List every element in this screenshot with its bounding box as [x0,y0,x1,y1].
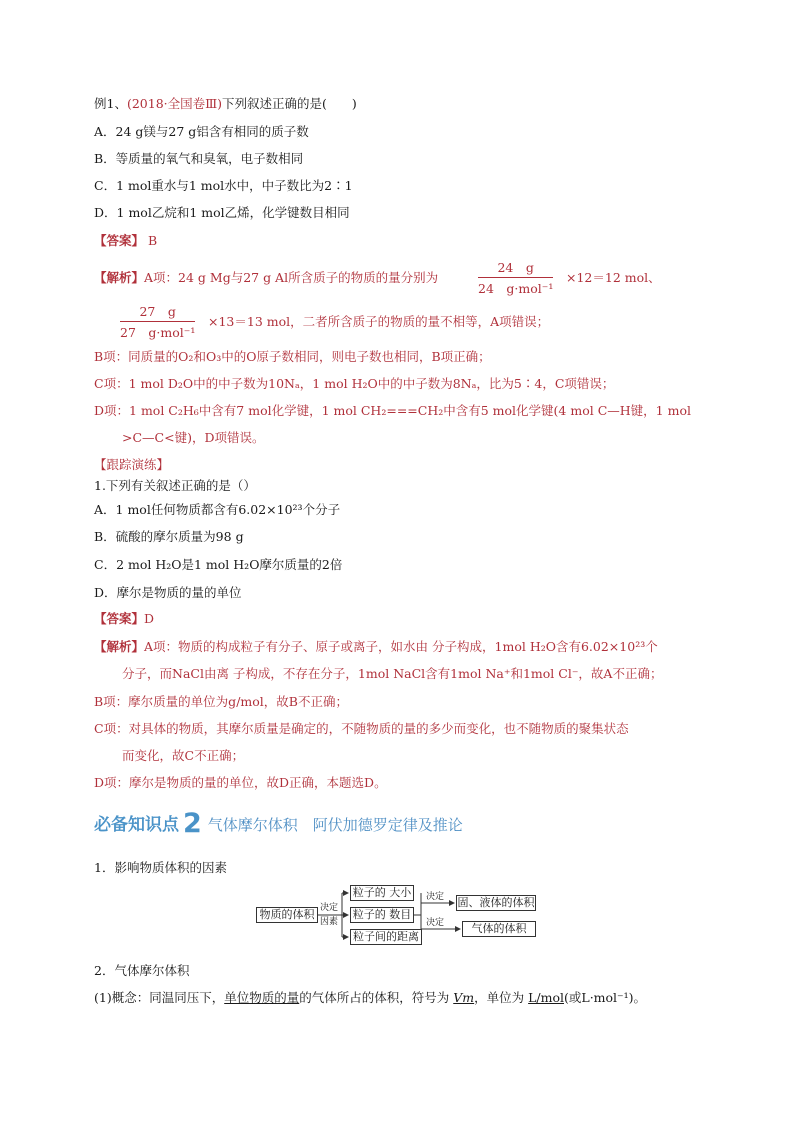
concept-unit: L/mol [528,990,565,1005]
practice-analysis-a1-text: A项：物质的构成粒子有分子、原子或离子，如水由 分子构成，1mol H₂O含有6.02×10²³个 [144,639,658,654]
section-title-prefix: 必备知识点 [94,815,179,835]
factors-heading: 1．影响物质体积的因素 [94,860,227,875]
section-title-number: 2 [183,808,202,839]
diagram-arrow-label-top: 决定 [426,892,445,902]
diagram-arrow-label-bottom: 决定 [426,918,445,928]
example-answer-value: B [148,233,158,248]
section-title-rest: 气体摩尔体积 阿伏加德罗定律及推论 [207,816,463,834]
molar-volume-heading: 2．气体摩尔体积 [94,963,190,978]
example-analysis-label: 【解析】 [94,270,145,285]
concept-middle: 的气体所占的体积，符号为 [299,990,450,1005]
diagram-branch-size: 粒子的 大小 [350,885,414,901]
example-option-a: A．24 g镁与27 g铝含有相同的质子数 [94,124,309,139]
concept-unit-alt: (或L·mol⁻¹)。 [564,990,647,1005]
practice-option-c: C．2 mol H₂O是1 mol H₂O摩尔质量的2倍 [94,557,343,572]
practice-question: 1.下列有关叙述正确的是（） [94,478,256,493]
fraction-27g-numerator: 27 g [120,302,195,322]
diagram-branch-count: 粒子的 数目 [350,907,414,923]
practice-answer-value: D [144,611,155,626]
practice-analysis-c1: C项：对具体的物质，其摩尔质量是确定的，不随物质的量的多少而变化，也不随物质的聚集状态 [94,721,629,736]
fraction-24g-denominator: 24 g·mol⁻¹ [478,281,554,296]
concept-underlined: 单位物质的量 [224,990,300,1005]
diagram-result-solid: 固、液体的体积 [457,896,535,909]
concept-unit-text: ，单位为 [474,990,525,1005]
example-option-c: C．1 mol重水与1 mol水中，中子数比为2∶1 [94,178,353,193]
practice-option-a: A．1 mol任何物质都含有6.02×10²³个分子 [94,502,341,517]
example-question: 下列叙述正确的是( ) [222,96,357,111]
example-option-b: B．等质量的氧气和臭氧，电子数相同 [94,151,304,166]
practice-option-b: B．硫酸的摩尔质量为98 g [94,529,244,544]
practice-analysis-d: D项：摩尔是物质的量的单位，故D正确，本题选D。 [94,775,387,790]
example-analysis-c: C项：1 mol D₂O中的中子数为10Nₐ，1 mol H₂O中的中子数为8Nₐ，比为5∶4，C项错误； [94,376,615,391]
example-prefix: 例1、 [94,96,127,111]
diagram-result-gas: 气体的体积 [462,921,536,937]
diagram-branch-distance: 粒子间的距离 [350,929,422,945]
fraction-24g-result: ×12＝12 mol、 [566,270,661,285]
molar-volume-concept [94,990,646,1006]
example-option-d: D．1 mol乙烷和1 mol乙烯，化学键数目相同 [94,205,350,220]
example-analysis-b: B项：同质量的O₂和O₃中的O原子数相同，则电子数也相同，B项正确； [94,349,491,364]
diagram-root-box: 物质的体积 [256,907,318,923]
practice-analysis-label: 【解析】 [94,639,145,654]
concept-prefix: (1)概念：同温同压下， [94,990,225,1005]
fraction-24g-numerator: 24 g [478,258,553,278]
practice-analysis-b: B项：摩尔质量的单位为g/mol，故B不正确； [94,694,348,709]
practice-analysis-a2: 分子，而NaCl由离 子构成，不存在分子，1mol NaCl含有1mol Na⁺和1mol Cl⁻，故A不正确； [122,666,663,681]
diagram-label-decide: 决定 [320,903,339,913]
example-analysis-d1: D项：1 mol C₂H₆中含有7 mol化学键，1 mol CH₂===CH₂中含有5 mol化学键(4 mol C—H键，1 mol [94,403,691,418]
practice-analysis-c2: 而变化，故C不正确； [122,748,245,763]
example-answer-label: 【答案】 [94,233,145,248]
concept-symbol: Vm [453,990,475,1005]
diagram-label-factor: 因素 [320,917,339,927]
practice-option-d: D．摩尔是物质的量的单位 [94,585,242,600]
practice-answer-label: 【答案】 [94,611,145,626]
fraction-27g-result: ×13＝13 mol，二者所含质子的物质的量不相等，A项错误； [208,314,550,329]
example-analysis-d2: >C—C<键)，D项错误。 [122,430,265,445]
example-analysis-a-text: A项：24 g Mg与27 g Al所含质子的物质的量分别为 [144,270,439,285]
practice-label: 【跟踪演练】 [94,457,170,472]
fraction-27g-denominator: 27 g·mol⁻¹ [120,325,196,340]
example-source: (2018·全国卷Ⅲ) [126,96,223,111]
